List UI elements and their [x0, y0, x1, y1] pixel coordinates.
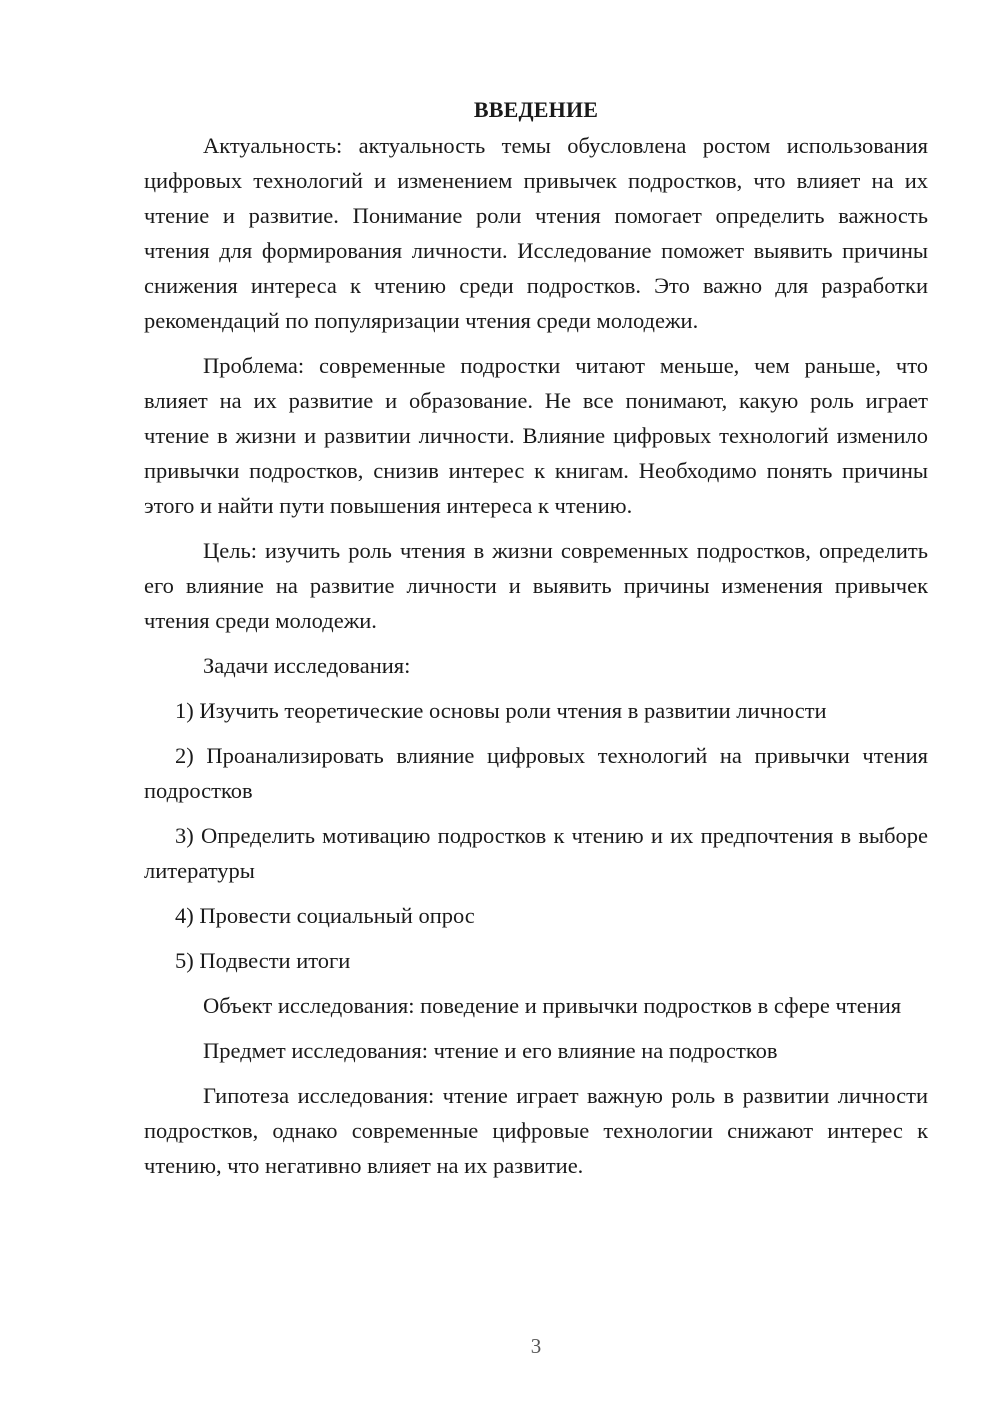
problem-paragraph: Проблема: современные подростки читают меньше, чем раньше, что влияет на их развитие и образование. Не все понимают, какую роль играет чтение в жизни и развитии личности. Влияние цифровых технологий изменило привычки подростков, снизив интерес к книгам. Необходимо понять причины этого и найти пути повышения интереса к чтению.: [144, 353, 928, 518]
task-item-4: 4) Провести социальный опрос: [175, 903, 475, 928]
hypothesis-paragraph: Гипотеза исследования: чтение играет важную роль в развитии личности подростков, однако современные цифровые технологии снижают интерес к чтению, что негативно влияет на их развитие.: [144, 1083, 928, 1178]
research-object-paragraph: Объект исследования: поведение и привычки подростков в сфере чтения: [203, 993, 902, 1018]
task-item-5: 5) Подвести итоги: [175, 948, 351, 973]
tasks-heading: Задачи исследования:: [203, 653, 411, 678]
relevance-paragraph: Актуальность: актуальность темы обусловлена ростом использования цифровых технологий и изменением привычек подростков, что влияет на их чтение и развитие. Понимание роли чтения помогает определить важность чтения для формирования личности. Исследование поможет выявить причины снижения интереса к чтению среди подростков. Это важно для разработки рекомендаций по популяризации чтения среди молодежи.: [144, 133, 928, 333]
task-item-1: 1) Изучить теоретические основы роли чтения в развитии личности: [175, 698, 827, 723]
page-number: 3: [530, 1334, 542, 1358]
research-subject-paragraph: Предмет исследования: чтение и его влияние на подростков: [203, 1038, 778, 1063]
document-page: [144, 92, 928, 1183]
task-item-2: 2) Проанализировать влияние цифровых технологий на привычки чтения подростков: [144, 743, 928, 803]
goal-paragraph: Цель: изучить роль чтения в жизни современных подростков, определить его влияние на развитие личности и выявить причины изменения привычек чтения среди молодежи.: [144, 538, 928, 633]
task-item-3: 3) Определить мотивацию подростков к чтению и их предпочтения в выборе литературы: [144, 823, 928, 883]
section-title: ВВЕДЕНИЕ: [473, 97, 599, 122]
